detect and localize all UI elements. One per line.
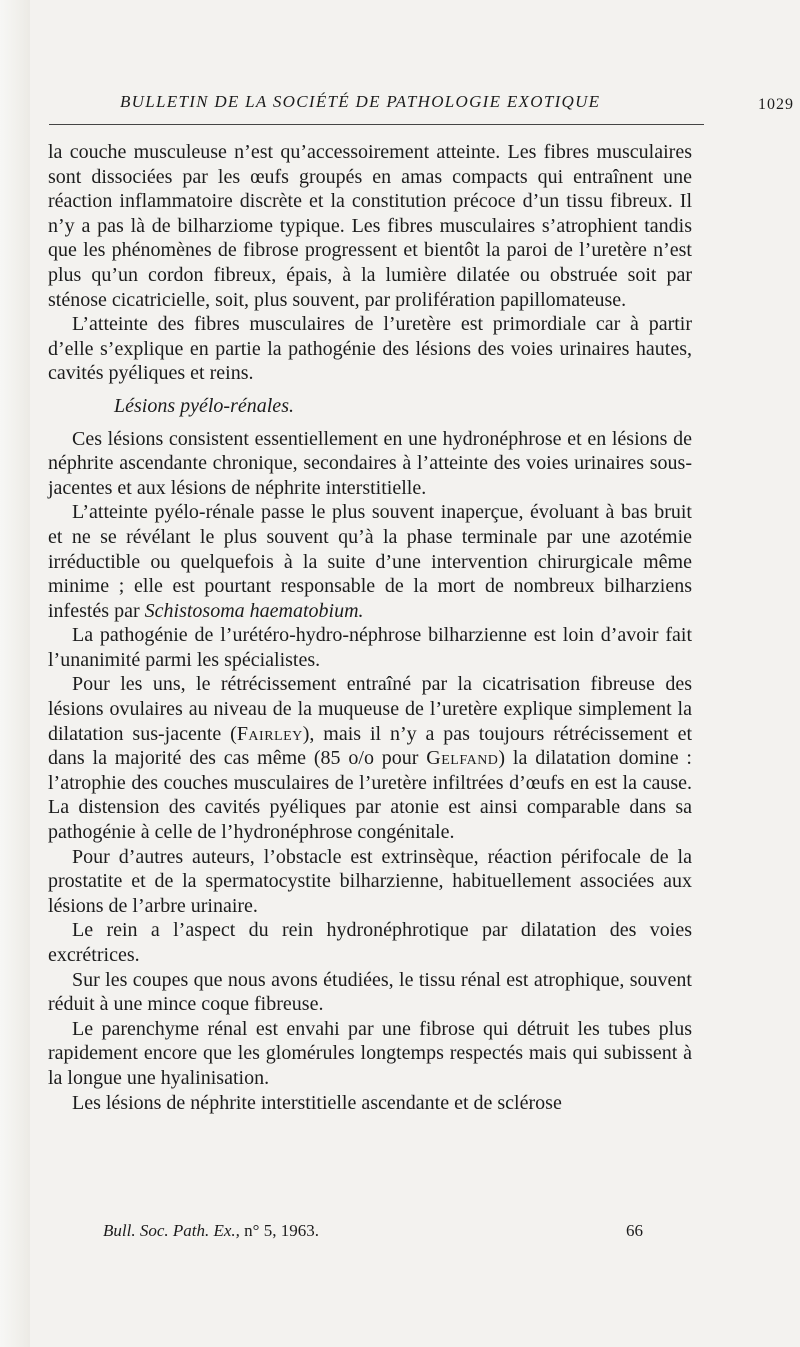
- paragraph: Le rein a l’aspect du rein hydronéphrotique par dilatation des voies excrétrices.: [48, 919, 692, 966]
- paragraph: La pathogénie de l’urétéro-hydro-néphrose bilharzienne est loin d’avoir fait l’unanimité parmi les spécialistes.: [48, 624, 692, 671]
- header-rule: [49, 124, 704, 125]
- page-footer: [103, 1221, 643, 1241]
- page-number: 1029: [758, 96, 794, 113]
- footer-citation: Bull. Soc. Path. Ex.,: [103, 1221, 240, 1240]
- paragraph: Pour d’autres auteurs, l’obstacle est extrinsèque, réaction périfocale de la prostatite et de la spermatocystite bilharzienne, habituellement associées aux lésions de l’arbre urinaire.: [48, 845, 692, 917]
- paragraph-text: Pour les uns, le rétrécissement entraîné par la cicatrisation fibreuse des lésions ovulaires au niveau de la muqueuse de l’uretère explique simplement la dilatation sus-jacente (: [48, 673, 692, 745]
- paragraph-text: L’atteinte pyélo-rénale passe le plus souvent inaperçue, évoluant à bas bruit et ne se révélant le plus souvent qu’à la phase terminale par une azotémie irréductible ou quelquefois à la suite d’une intervention chirurgicale même minime ; elle est pourtant responsable de la mort de nombreux bilharziens infestés par: [48, 501, 692, 622]
- page-gutter: [0, 0, 30, 1347]
- paragraph: Ces lésions consistent essentiellement en une hydronéphrose et en lésions de néphrite ascendante chronique, secondaires à l’atteinte des voies urinaires sous-jacentes et aux lésions de néphrite interstitielle.: [48, 427, 692, 499]
- paragraph: Sur les coupes que nous avons étudiées, le tissu rénal est atrophique, souvent réduit à une mince coque fibreuse.: [48, 968, 692, 1016]
- paragraph: Le parenchyme rénal est envahi par une fibrose qui détruit les tubes plus rapidement encore que les glomérules longtemps respectés mais qui subissent à la longue une hyalinisation.: [48, 1017, 692, 1089]
- sheet-number: 66: [626, 1221, 643, 1240]
- author-name: Gelfand: [426, 747, 499, 770]
- paragraph: Les lésions de néphrite interstitielle ascendante et de sclérose: [72, 1091, 562, 1114]
- footer-issue: n° 5, 1963.: [239, 1221, 319, 1240]
- paragraph: la couche musculeuse n’est qu’accessoirement atteinte. Les fibres musculaires sont dissociées par les œufs groupés en amas compacts qui entraînent une réaction inflammatoire discrète et la constitution précoce d’un tissu fibreux. Il n’y a pas là de bilharziome typique. Les fibres musculaires s’atrophient tandis que les phénomènes de fibrose progressent et bientôt la paroi de l’uretère n’est plus qu’un cordon fibreux, épais, à la lumière dilatée ou obstruée soit par sténose cicatricielle, soit, plus souvent, par prolifération papillomateuse.: [48, 141, 692, 311]
- page-header: [114, 92, 794, 122]
- paragraph: [48, 500, 692, 623]
- section-heading: Lésions pyélo-rénales.: [114, 394, 294, 417]
- paragraph: [48, 672, 692, 844]
- author-name: Fairley: [236, 722, 303, 745]
- body-text: [48, 140, 692, 1115]
- paragraph-text: ), mais il n’y a pas toujours rétrécissement et dans la majorité des cas même (85 o/o pour: [48, 722, 693, 770]
- paragraph: L’atteinte des fibres musculaires de l’uretère est primordiale car à partir d’elle s’explique en partie la pathogénie des lésions des voies urinaires hautes, cavités pyéliques et reins.: [48, 313, 692, 385]
- species-name: Schistosoma haematobium.: [144, 599, 364, 622]
- paragraph-text: ) la dilatation domine : l’atrophie des couches musculaires de l’uretère infiltrées d’œufs en est la cause. La distension des cavités pyéliques par atonie est ainsi comparable dans sa pathogénie à celle de l’hydronéphrose congénitale.: [48, 747, 692, 844]
- running-title: BULLETIN DE LA SOCIÉTÉ DE PATHOLOGIE EXOTIQUE: [120, 92, 601, 111]
